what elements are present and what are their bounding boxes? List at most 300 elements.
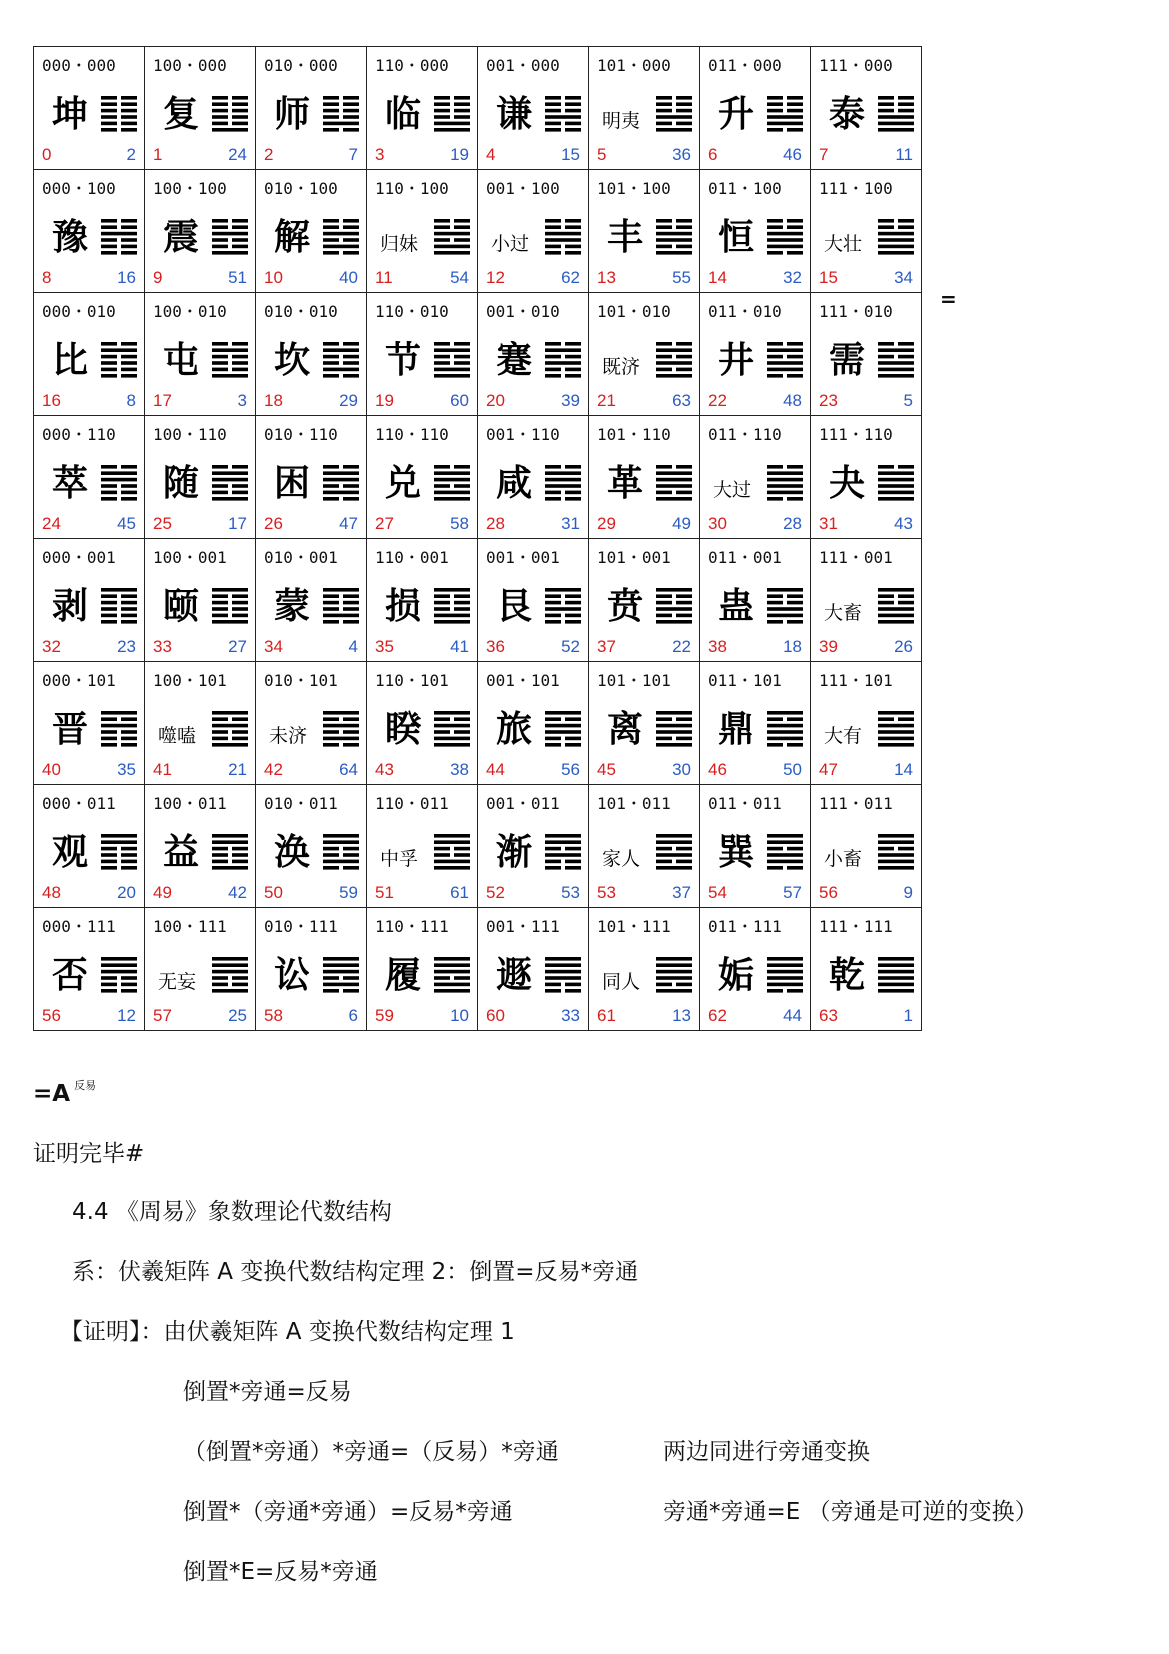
yin-line-segment (454, 853, 470, 857)
hexagram-fuxi-number: 28 (486, 514, 505, 533)
hexagram-cell (589, 293, 700, 416)
yang-line (101, 970, 137, 974)
yang-line (878, 730, 914, 734)
yin-line-segment (101, 853, 117, 857)
hexagram-king-wen-number: 15 (561, 145, 580, 164)
yin-line-segment (101, 465, 117, 469)
yin-line-segment (101, 368, 117, 372)
yang-line (767, 614, 803, 618)
hexagram-fuxi-number: 0 (42, 145, 52, 164)
hexagram-cell (145, 908, 256, 1031)
yin-line-segment (323, 374, 339, 378)
yin-line-segment (323, 115, 339, 119)
hexagram-cell (811, 662, 922, 785)
hexagram-fuxi-number: 1 (153, 145, 163, 164)
yin-line-segment (656, 717, 672, 721)
yang-line (545, 588, 581, 592)
yin-line-segment (676, 465, 692, 469)
yin-line-segment (101, 866, 117, 870)
yin-line-segment (545, 614, 561, 618)
hexagram-name: 贲 (606, 586, 643, 627)
yin-line-segment (454, 361, 470, 365)
hexagram-king-wen-number: 39 (561, 391, 580, 410)
hexagram-name: 需 (828, 340, 865, 381)
hexagram-cell (478, 539, 589, 662)
hexagram-binary-code: 000・100 (42, 179, 116, 198)
yin-line-segment (121, 730, 137, 734)
hexagram-name: 临 (384, 94, 421, 135)
yin-line-segment (434, 225, 450, 229)
yin-line-segment (121, 594, 137, 598)
yang-line (656, 834, 692, 838)
yin-line-segment (343, 355, 359, 359)
yin-line-segment (121, 491, 137, 495)
yin-line-segment (101, 128, 117, 132)
hexagram-cell (256, 539, 367, 662)
yang-line (656, 251, 692, 255)
hexagram-cell (145, 662, 256, 785)
yin-line-segment (101, 491, 117, 495)
yin-line-segment (232, 225, 248, 229)
yin-line-segment (565, 122, 581, 126)
hexagram-symbol-icon (877, 94, 915, 132)
yang-line (767, 834, 803, 838)
yin-line-segment (878, 847, 894, 851)
yin-line-segment (565, 342, 581, 346)
hexagram-binary-code: 100・001 (153, 548, 227, 567)
yin-line-segment (101, 374, 117, 378)
hexagram-binary-code: 010・110 (264, 425, 338, 444)
yang-line (767, 115, 803, 119)
hexagram-binary-code: 001・101 (486, 671, 560, 690)
yin-line-segment (101, 484, 117, 488)
hexagram-king-wen-number: 29 (339, 391, 358, 410)
yin-line-segment (898, 355, 914, 359)
yin-line-segment (767, 96, 783, 100)
yang-line (323, 983, 359, 987)
yang-line (767, 245, 803, 249)
hexagram-binary-code: 111・111 (819, 917, 893, 936)
yin-line-segment (656, 860, 672, 864)
yin-line-segment (121, 607, 137, 611)
yin-line-segment (434, 109, 450, 113)
hexagram-symbol-icon (544, 463, 582, 501)
hexagram-name: 巽 (717, 832, 754, 873)
hexagram-cell (700, 416, 811, 539)
yang-line (767, 860, 803, 864)
yang-line (545, 730, 581, 734)
yin-line-segment (676, 245, 692, 249)
yin-line-segment (121, 860, 137, 864)
yang-line (212, 128, 248, 132)
hexagram-symbol-icon (433, 217, 471, 255)
yin-line-segment (767, 594, 783, 598)
yang-line (878, 614, 914, 618)
hexagram-king-wen-number: 45 (117, 514, 136, 533)
yin-line-segment (454, 847, 470, 851)
hexagram-fuxi-number: 6 (708, 145, 718, 164)
yin-line-segment (767, 109, 783, 113)
yin-line-segment (565, 601, 581, 605)
yin-line-segment (323, 238, 339, 242)
yang-line (545, 607, 581, 611)
yang-line (656, 348, 692, 352)
yin-line-segment (212, 342, 228, 346)
yang-line (767, 724, 803, 728)
yin-line-segment (454, 225, 470, 229)
hexagram-binary-code: 000・101 (42, 671, 116, 690)
yin-line-segment (656, 219, 672, 223)
yin-line-segment (898, 342, 914, 346)
yang-line (656, 743, 692, 747)
yin-line-segment (101, 737, 117, 741)
yin-line-segment (565, 465, 581, 469)
hexagram-name: 同人 (601, 970, 640, 993)
hexagram-name: 咸 (495, 463, 532, 504)
matrix-row (34, 539, 922, 662)
hexagram-king-wen-number: 41 (450, 637, 469, 656)
yin-line-segment (545, 620, 561, 624)
yin-line-segment (565, 219, 581, 223)
yin-line-segment (343, 102, 359, 106)
hexagram-name: 解 (273, 217, 310, 258)
yang-line (434, 957, 470, 961)
hexagram-king-wen-number: 13 (672, 1006, 691, 1025)
hexagram-fuxi-number: 53 (597, 883, 616, 902)
yang-line (101, 724, 137, 728)
hexagram-king-wen-number: 9 (903, 883, 913, 902)
yang-line (767, 970, 803, 974)
hexagram-binary-code: 010・010 (264, 302, 338, 321)
hexagram-fuxi-number: 50 (264, 883, 283, 902)
section-heading: 4.4 《周易》象数理论代数结构 (72, 1199, 392, 1225)
hexagram-cell (478, 908, 589, 1031)
yin-line-segment (898, 847, 914, 851)
yin-line-segment (212, 484, 228, 488)
yang-line (656, 976, 692, 980)
yin-line-segment (323, 497, 339, 501)
yin-line-segment (898, 96, 914, 100)
yin-line-segment (787, 594, 803, 598)
yang-line (656, 361, 692, 365)
yang-line (545, 853, 581, 857)
hexagram-symbol-icon (211, 586, 249, 624)
hexagram-king-wen-number: 14 (894, 760, 913, 779)
hexagram-binary-code: 001・010 (486, 302, 560, 321)
hexagram-king-wen-number: 17 (228, 514, 247, 533)
hexagram-symbol-icon (544, 217, 582, 255)
yin-line-segment (343, 251, 359, 255)
yin-line-segment (454, 238, 470, 242)
hexagram-king-wen-number: 40 (339, 268, 358, 287)
yin-line-segment (565, 983, 581, 987)
yin-line-segment (121, 465, 137, 469)
yin-line-segment (101, 115, 117, 119)
yang-line (545, 348, 581, 352)
yang-line (878, 743, 914, 747)
hexagram-symbol-icon (655, 586, 693, 624)
yang-line (434, 724, 470, 728)
yang-line (101, 711, 137, 715)
yang-line (656, 963, 692, 967)
hexagram-king-wen-number: 26 (894, 637, 913, 656)
yin-line-segment (101, 847, 117, 851)
yang-line (767, 122, 803, 126)
yin-line-segment (767, 717, 783, 721)
hexagram-fuxi-number: 43 (375, 760, 394, 779)
yin-line-segment (232, 484, 248, 488)
matrix-row (34, 416, 922, 539)
hexagram-cell (811, 416, 922, 539)
yin-line-segment (565, 245, 581, 249)
equals-a: =A (33, 1081, 71, 1107)
proof-intro: 【证明】：由伏羲矩阵 A 变换代数结构定理 1 (60, 1319, 515, 1345)
yin-line-segment (545, 342, 561, 346)
hexagram-fuxi-number: 14 (708, 268, 727, 287)
hexagram-cell (34, 785, 145, 908)
yang-line (878, 348, 914, 352)
hexagram-binary-code: 010・100 (264, 179, 338, 198)
yang-line (212, 711, 248, 715)
hexagram-king-wen-number: 5 (903, 391, 913, 410)
yin-line-segment (676, 342, 692, 346)
yang-line (434, 970, 470, 974)
yin-line-segment (454, 607, 470, 611)
yin-line-segment (212, 853, 228, 857)
yang-line (434, 251, 470, 255)
yang-line (434, 840, 470, 844)
hexagram-king-wen-number: 23 (117, 637, 136, 656)
yang-line (212, 840, 248, 844)
yin-line-segment (121, 853, 137, 857)
yang-line (323, 834, 359, 838)
hexagram-king-wen-number: 28 (783, 514, 802, 533)
yang-line (101, 232, 137, 236)
yang-line (434, 989, 470, 993)
hexagram-name: 小畜 (823, 847, 862, 870)
hexagram-name: 中孚 (379, 847, 418, 870)
yang-line (656, 588, 692, 592)
yin-line-segment (898, 594, 914, 598)
hexagram-name: 未济 (268, 724, 307, 747)
yin-line-segment (323, 607, 339, 611)
yin-line-segment (898, 109, 914, 113)
yin-line-segment (101, 361, 117, 365)
yin-line-segment (232, 96, 248, 100)
yin-line-segment (101, 96, 117, 100)
yin-line-segment (121, 601, 137, 605)
yin-line-segment (101, 342, 117, 346)
hexagram-name: 益 (162, 832, 199, 873)
yin-line-segment (898, 717, 914, 721)
yin-line-segment (767, 465, 783, 469)
hexagram-cell (34, 170, 145, 293)
yang-line (434, 122, 470, 126)
hexagram-fuxi-number: 49 (153, 883, 172, 902)
yin-line-segment (212, 355, 228, 359)
yang-line (101, 963, 137, 967)
hexagram-symbol-icon (322, 340, 360, 378)
hexagram-fuxi-number: 33 (153, 637, 172, 656)
yin-line-segment (545, 128, 561, 132)
hexagram-king-wen-number: 2 (126, 145, 136, 164)
hexagram-king-wen-number: 18 (783, 637, 802, 656)
hexagram-symbol-icon (211, 463, 249, 501)
yin-line-segment (121, 96, 137, 100)
yin-line-segment (323, 219, 339, 223)
proof-step-2-note: 两边同进行旁通变换 (663, 1439, 870, 1465)
hexagram-king-wen-number: 50 (783, 760, 802, 779)
yin-line-segment (767, 601, 783, 605)
yang-line (878, 251, 914, 255)
yin-line-segment (545, 989, 561, 993)
hexagram-symbol-icon (877, 832, 915, 870)
hexagram-fuxi-number: 56 (819, 883, 838, 902)
yang-line (434, 471, 470, 475)
yang-line (545, 976, 581, 980)
hexagram-fuxi-number: 58 (264, 1006, 283, 1025)
yin-line-segment (343, 96, 359, 100)
yin-line-segment (434, 847, 450, 851)
yin-line-segment (121, 614, 137, 618)
hexagram-king-wen-number: 63 (672, 391, 691, 410)
yin-line-segment (434, 115, 450, 119)
hexagram-name: 比 (51, 340, 88, 381)
hexagram-king-wen-number: 12 (117, 1006, 136, 1025)
yang-line (434, 128, 470, 132)
fuxi-matrix-table (33, 46, 922, 1031)
yin-line-segment (343, 730, 359, 734)
hexagram-fuxi-number: 52 (486, 883, 505, 902)
hexagram-binary-code: 000・011 (42, 794, 116, 813)
hexagram-name: 离 (606, 709, 643, 750)
hexagram-binary-code: 010・011 (264, 794, 338, 813)
yang-line (878, 724, 914, 728)
hexagram-king-wen-number: 48 (783, 391, 802, 410)
yin-line-segment (545, 983, 561, 987)
yin-line-segment (212, 860, 228, 864)
yin-line-segment (676, 102, 692, 106)
yang-line (878, 834, 914, 838)
hexagram-fuxi-number: 39 (819, 637, 838, 656)
hexagram-fuxi-number: 36 (486, 637, 505, 656)
yin-line-segment (656, 102, 672, 106)
yang-line (323, 957, 359, 961)
hexagram-name: 家人 (601, 847, 640, 870)
hexagram-name: 恒 (717, 217, 754, 258)
hexagram-name: 井 (717, 340, 754, 381)
yang-line (878, 989, 914, 993)
hexagram-fuxi-number: 25 (153, 514, 172, 533)
hexagram-king-wen-number: 33 (561, 1006, 580, 1025)
yin-line-segment (323, 342, 339, 346)
hexagram-binary-code: 101・010 (597, 302, 671, 321)
yin-line-segment (121, 374, 137, 378)
hexagram-cell (478, 416, 589, 539)
hexagram-binary-code: 110・110 (375, 425, 449, 444)
hexagram-binary-code: 000・110 (42, 425, 116, 444)
yang-line (323, 368, 359, 372)
yang-line (434, 368, 470, 372)
hexagram-king-wen-number: 24 (228, 145, 247, 164)
yin-line-segment (101, 601, 117, 605)
yin-line-segment (787, 225, 803, 229)
yin-line-segment (656, 342, 672, 346)
yin-line-segment (545, 245, 561, 249)
yin-line-segment (212, 219, 228, 223)
yin-line-segment (767, 219, 783, 223)
yin-line-segment (434, 853, 450, 857)
yin-line-segment (101, 730, 117, 734)
yin-line-segment (676, 368, 692, 372)
yang-line (878, 737, 914, 741)
hexagram-fuxi-number: 2 (264, 145, 274, 164)
yin-line-segment (878, 219, 894, 223)
hexagram-cell (256, 785, 367, 908)
yang-line (434, 866, 470, 870)
hexagram-symbol-icon (766, 94, 804, 132)
hexagram-symbol-icon (433, 709, 471, 747)
yang-line (323, 471, 359, 475)
hexagram-binary-code: 110・010 (375, 302, 449, 321)
yin-line-segment (454, 115, 470, 119)
hexagram-symbol-icon (877, 340, 915, 378)
yin-line-segment (787, 717, 803, 721)
hexagram-name: 艮 (495, 586, 532, 627)
yin-line-segment (343, 743, 359, 747)
yang-line (656, 970, 692, 974)
yang-line (656, 866, 692, 870)
yin-line-segment (898, 102, 914, 106)
hexagram-binary-code: 101・110 (597, 425, 671, 444)
yin-line-segment (343, 601, 359, 605)
hexagram-king-wen-number: 25 (228, 1006, 247, 1025)
hexagram-fuxi-number: 23 (819, 391, 838, 410)
hexagram-cell (811, 539, 922, 662)
hexagram-cell (367, 908, 478, 1031)
hexagram-binary-code: 110・001 (375, 548, 449, 567)
hexagram-binary-code: 011・100 (708, 179, 782, 198)
yin-line-segment (545, 491, 561, 495)
hexagram-fuxi-number: 37 (597, 637, 616, 656)
hexagram-name: 大有 (823, 724, 862, 747)
yang-line (767, 588, 803, 592)
hexagram-binary-code: 111・101 (819, 671, 893, 690)
yin-line-segment (767, 355, 783, 359)
yang-line (878, 866, 914, 870)
yin-line-segment (454, 465, 470, 469)
hexagram-name: 蛊 (717, 586, 754, 627)
yin-line-segment (212, 847, 228, 851)
hexagram-fuxi-number: 21 (597, 391, 616, 410)
yin-line-segment (212, 717, 228, 721)
yang-line (545, 970, 581, 974)
hexagram-fuxi-number: 41 (153, 760, 172, 779)
hexagram-name: 晋 (51, 709, 88, 750)
yin-line-segment (212, 465, 228, 469)
hexagram-binary-code: 001・100 (486, 179, 560, 198)
hexagram-fuxi-number: 16 (42, 391, 61, 410)
yin-line-segment (121, 251, 137, 255)
yang-line (545, 963, 581, 967)
yang-line (656, 853, 692, 857)
yang-line (656, 232, 692, 236)
yang-line (212, 588, 248, 592)
hexagram-symbol-icon (877, 463, 915, 501)
yin-line-segment (434, 238, 450, 242)
hexagram-fuxi-number: 29 (597, 514, 616, 533)
hexagram-king-wen-number: 42 (228, 883, 247, 902)
